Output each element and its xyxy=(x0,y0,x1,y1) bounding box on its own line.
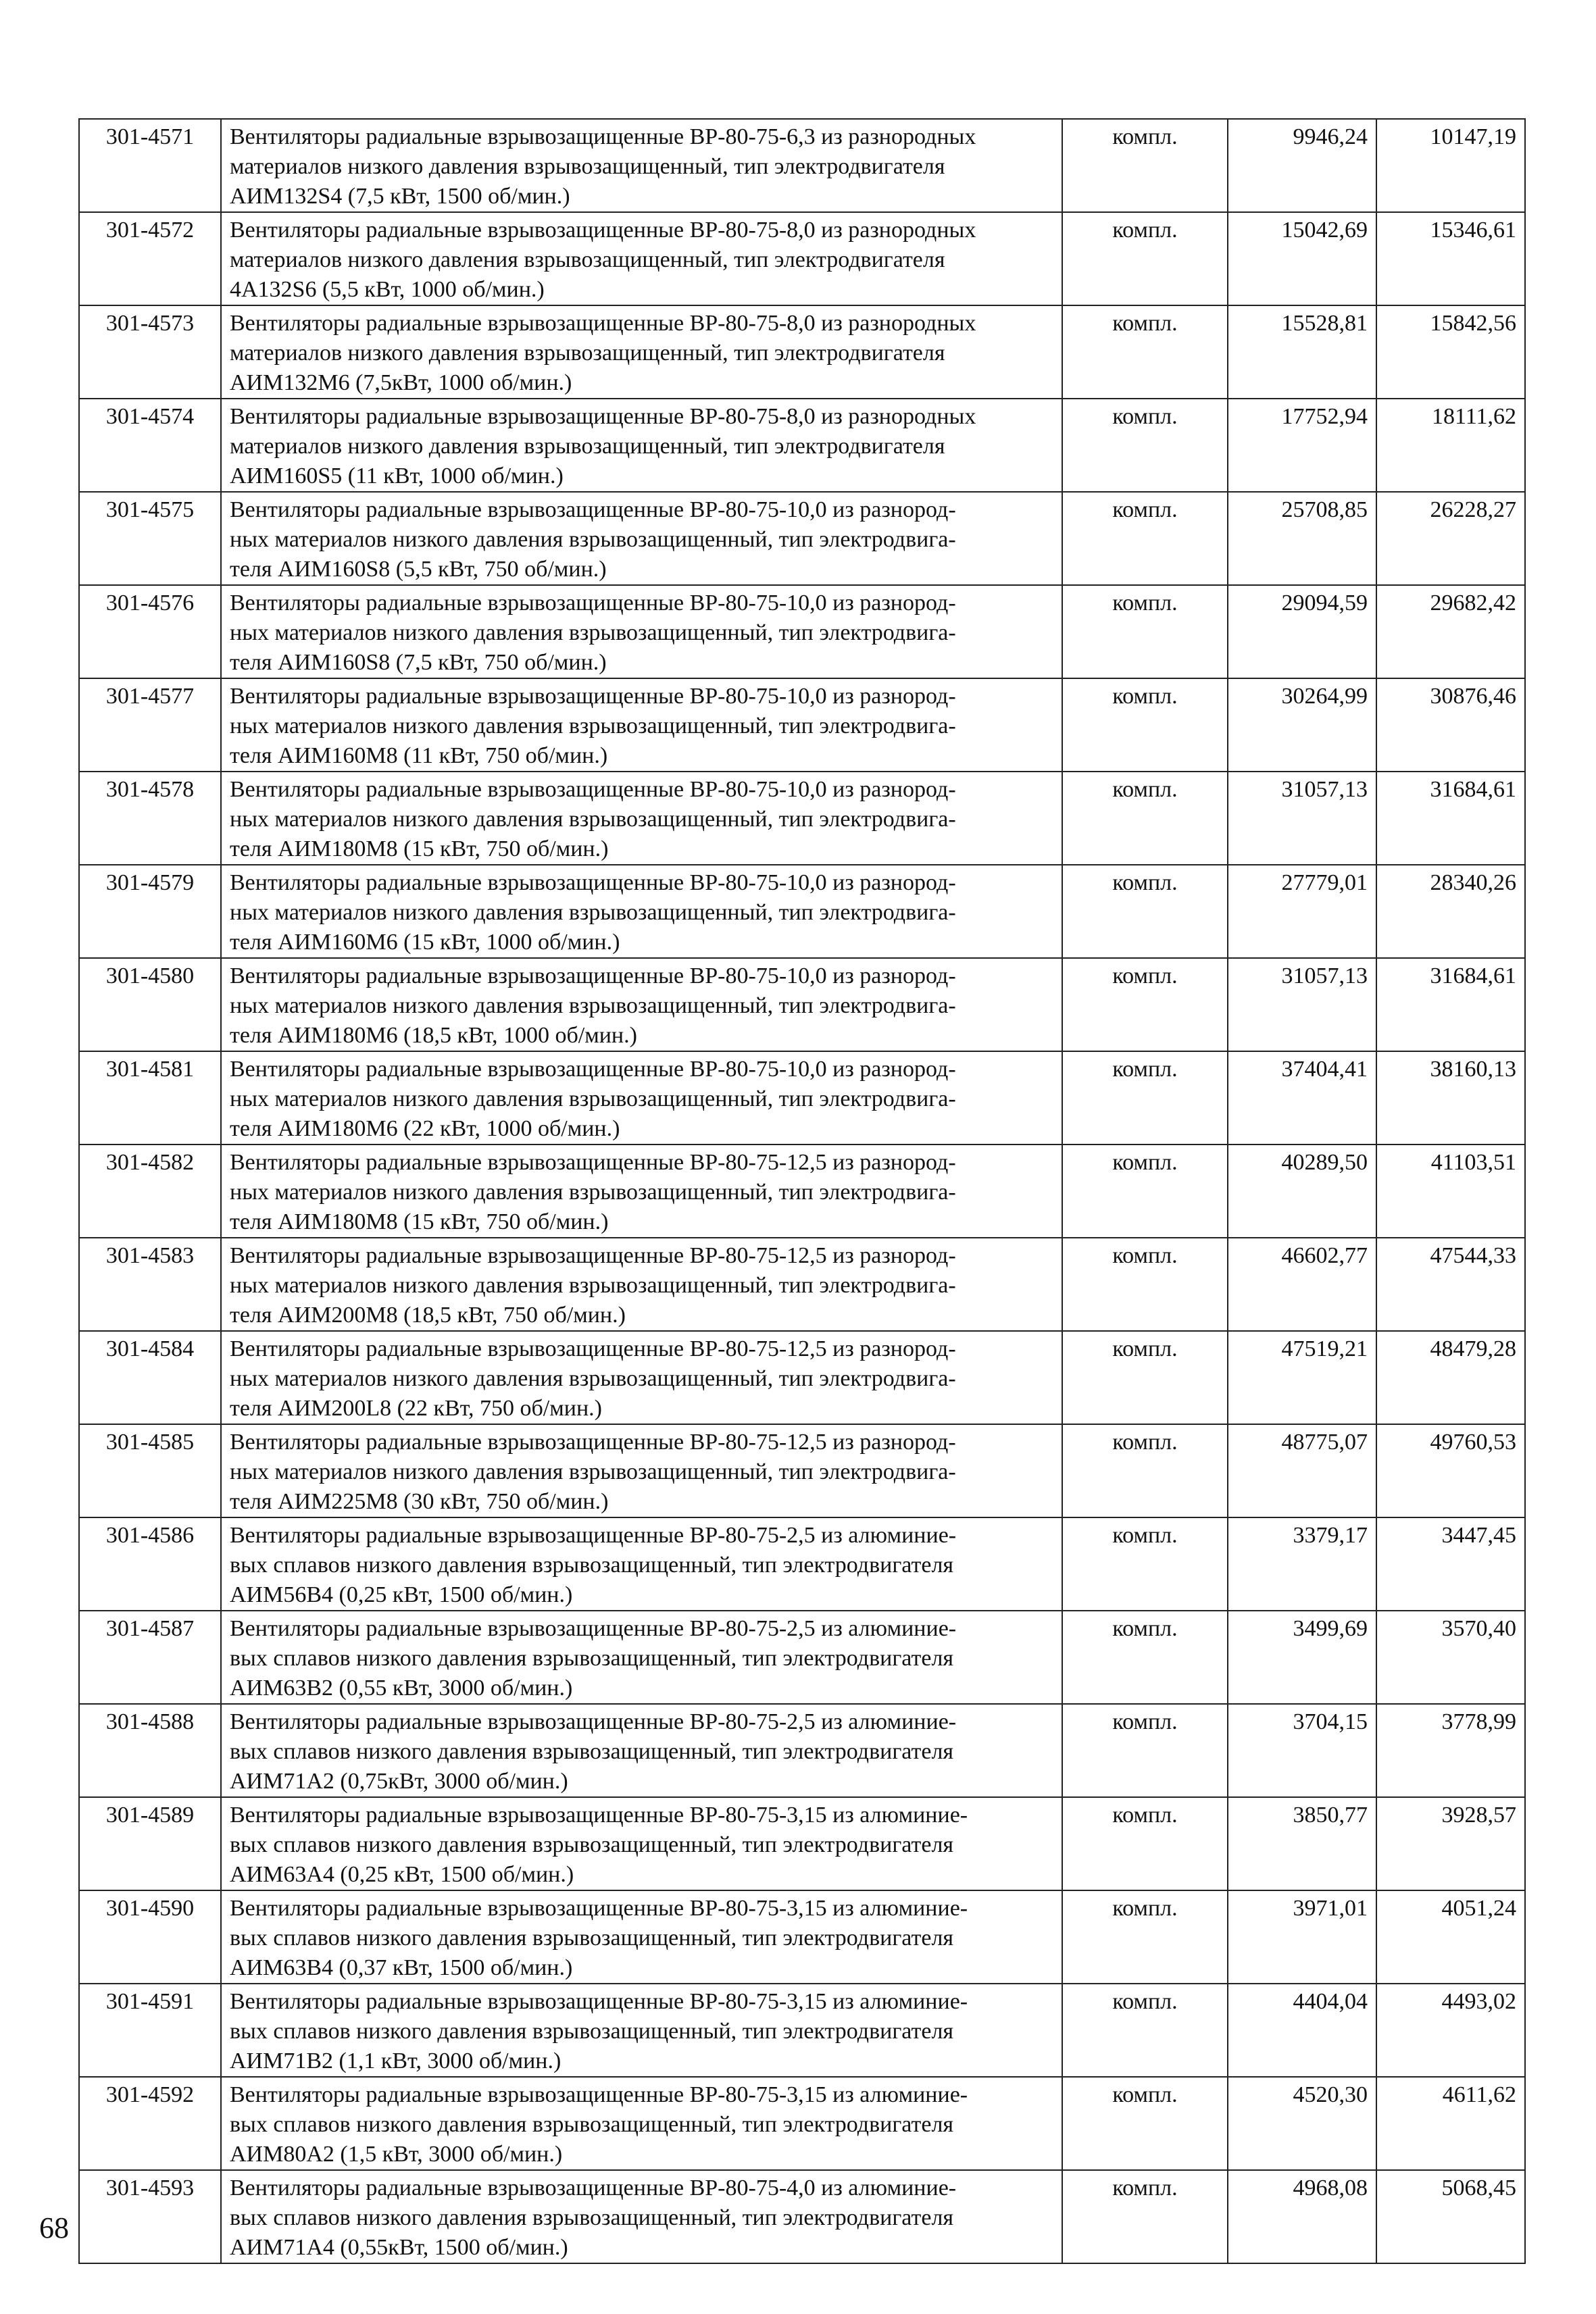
item-code-cell: 301-4575 xyxy=(79,492,221,585)
item-description-cell xyxy=(221,1424,1062,1517)
item-description-cell xyxy=(221,1051,1062,1145)
table-row xyxy=(79,1051,1525,1145)
price-cell-1: 25708,85 xyxy=(1228,492,1376,585)
description-line: теля АИМ180М6 (18,5 кВт, 1000 об/мин.) xyxy=(230,1023,637,1048)
item-description-cell xyxy=(221,772,1062,865)
table-row xyxy=(79,492,1525,585)
description-line: теля АИМ225М8 (30 кВт, 750 об/мин.) xyxy=(230,1489,609,1514)
unit-cell: компл. xyxy=(1062,2170,1228,2263)
table-row xyxy=(79,585,1525,678)
description-line: Вентиляторы радиальные взрывозащищенные ВР-80-75-2,5 из алюминие- xyxy=(230,1523,957,1548)
price-cell-1: 31057,13 xyxy=(1228,958,1376,1051)
description-line: Вентиляторы радиальные взрывозащищенные ВР-80-75-2,5 из алюминие- xyxy=(230,1709,957,1734)
description-line: вых сплавов низкого давления взрывозащищенный, тип электродвигателя xyxy=(230,2112,954,2137)
unit-cell: компл. xyxy=(1062,958,1228,1051)
description-line: ных материалов низкого давления взрывозащищенный, тип электродвига- xyxy=(230,993,956,1018)
description-line: Вентиляторы радиальные взрывозащищенные ВР-80-75-8,0 из разнородных xyxy=(230,218,976,243)
table-row xyxy=(79,1424,1525,1517)
price-cell-2: 15346,61 xyxy=(1376,212,1525,305)
description-line: материалов низкого давления взрывозащищенный, тип электродвигателя xyxy=(230,341,945,366)
item-code-cell: 301-4581 xyxy=(79,1051,221,1145)
description-line: вых сплавов низкого давления взрывозащищенный, тип электродвигателя xyxy=(230,1832,954,1857)
description-line: Вентиляторы радиальные взрывозащищенные ВР-80-75-3,15 из алюминие- xyxy=(230,1803,968,1828)
item-code-cell: 301-4583 xyxy=(79,1238,221,1331)
unit-cell: компл. xyxy=(1062,1424,1228,1517)
description-line: теля АИМ180М8 (15 кВт, 750 об/мин.) xyxy=(230,836,609,861)
item-code-cell: 301-4592 xyxy=(79,2077,221,2170)
price-cell-2: 15842,56 xyxy=(1376,305,1525,399)
description-line: Вентиляторы радиальные взрывозащищенные ВР-80-75-2,5 из алюминие- xyxy=(230,1616,957,1641)
description-line: ных материалов низкого давления взрывозащищенный, тип электродвига- xyxy=(230,713,956,738)
description-line: ных материалов низкого давления взрывозащищенный, тип электродвига- xyxy=(230,1273,956,1298)
item-code-cell: 301-4586 xyxy=(79,1517,221,1611)
table-row xyxy=(79,772,1525,865)
price-cell-2: 3778,99 xyxy=(1376,1704,1525,1797)
table-row xyxy=(79,1145,1525,1238)
price-cell-2: 26228,27 xyxy=(1376,492,1525,585)
item-code-cell: 301-4589 xyxy=(79,1797,221,1890)
price-cell-1: 3971,01 xyxy=(1228,1890,1376,1984)
item-description-cell xyxy=(221,1704,1062,1797)
description-line: ных материалов низкого давления взрывозащищенный, тип электродвига- xyxy=(230,1086,956,1111)
price-cell-2: 10147,19 xyxy=(1376,119,1525,212)
description-line: теля АИМ160S8 (5,5 кВт, 750 об/мин.) xyxy=(230,557,607,582)
price-cell-2: 49760,53 xyxy=(1376,1424,1525,1517)
price-cell-1: 47519,21 xyxy=(1228,1331,1376,1424)
table-row xyxy=(79,399,1525,492)
description-line: материалов низкого давления взрывозащищенный, тип электродвигателя xyxy=(230,154,945,179)
unit-cell: компл. xyxy=(1062,305,1228,399)
description-line: АИМ71А2 (0,75кВт, 3000 об/мин.) xyxy=(230,1769,568,1794)
description-line: ных материалов низкого давления взрывозащищенный, тип электродвига- xyxy=(230,1180,956,1205)
unit-cell: компл. xyxy=(1062,2077,1228,2170)
unit-cell: компл. xyxy=(1062,1611,1228,1704)
description-line: Вентиляторы радиальные взрывозащищенные ВР-80-75-3,15 из алюминие- xyxy=(230,1989,968,2014)
item-code-cell: 301-4591 xyxy=(79,1984,221,2077)
unit-cell: компл. xyxy=(1062,212,1228,305)
price-cell-1: 31057,13 xyxy=(1228,772,1376,865)
description-line: ных материалов низкого давления взрывозащищенный, тип электродвига- xyxy=(230,1366,956,1391)
item-code-cell: 301-4576 xyxy=(79,585,221,678)
price-cell-2: 48479,28 xyxy=(1376,1331,1525,1424)
item-code-cell: 301-4573 xyxy=(79,305,221,399)
unit-cell: компл. xyxy=(1062,1797,1228,1890)
description-line: вых сплавов низкого давления взрывозащищенный, тип электродвигателя xyxy=(230,2019,954,2044)
description-line: вых сплавов низкого давления взрывозащищенный, тип электродвигателя xyxy=(230,1553,954,1578)
price-cell-1: 3850,77 xyxy=(1228,1797,1376,1890)
unit-cell: компл. xyxy=(1062,1051,1228,1145)
price-cell-1: 15528,81 xyxy=(1228,305,1376,399)
price-cell-2: 41103,51 xyxy=(1376,1145,1525,1238)
item-description-cell xyxy=(221,305,1062,399)
item-code-cell: 301-4582 xyxy=(79,1145,221,1238)
description-line: АИМ160S5 (11 кВт, 1000 об/мин.) xyxy=(230,463,564,488)
unit-cell: компл. xyxy=(1062,399,1228,492)
table-row xyxy=(79,1331,1525,1424)
item-code-cell: 301-4584 xyxy=(79,1331,221,1424)
description-line: АИМ63В4 (0,37 кВт, 1500 об/мин.) xyxy=(230,1955,573,1980)
unit-cell: компл. xyxy=(1062,492,1228,585)
item-code-cell: 301-4593 xyxy=(79,2170,221,2263)
item-description-cell xyxy=(221,2077,1062,2170)
price-cell-2: 3928,57 xyxy=(1376,1797,1525,1890)
page-number: 68 xyxy=(39,2211,69,2244)
description-line: теля АИМ200М8 (18,5 кВт, 750 об/мин.) xyxy=(230,1303,626,1328)
description-line: ных материалов низкого давления взрывозащищенный, тип электродвига- xyxy=(230,900,956,925)
description-line: ных материалов низкого давления взрывозащищенный, тип электродвига- xyxy=(230,807,956,832)
description-line: Вентиляторы радиальные взрывозащищенные ВР-80-75-10,0 из разнород- xyxy=(230,684,956,709)
description-line: АИМ132М6 (7,5кВт, 1000 об/мин.) xyxy=(230,370,572,395)
unit-cell: компл. xyxy=(1062,1984,1228,2077)
description-line: АИМ63В2 (0,55 кВт, 3000 об/мин.) xyxy=(230,1676,573,1701)
unit-cell: компл. xyxy=(1062,1145,1228,1238)
description-line: теля АИМ160М8 (11 кВт, 750 об/мин.) xyxy=(230,743,608,768)
price-cell-2: 28340,26 xyxy=(1376,865,1525,958)
price-cell-2: 29682,42 xyxy=(1376,585,1525,678)
table-row xyxy=(79,1238,1525,1331)
unit-cell: компл. xyxy=(1062,865,1228,958)
price-cell-1: 46602,77 xyxy=(1228,1238,1376,1331)
description-line: вых сплавов низкого давления взрывозащищенный, тип электродвигателя xyxy=(230,2205,954,2230)
description-line: Вентиляторы радиальные взрывозащищенные ВР-80-75-10,0 из разнород- xyxy=(230,590,956,615)
unit-cell: компл. xyxy=(1062,678,1228,772)
description-line: Вентиляторы радиальные взрывозащищенные ВР-80-75-3,15 из алюминие- xyxy=(230,2082,968,2107)
description-line: ных материалов низкого давления взрывозащищенный, тип электродвига- xyxy=(230,620,956,645)
table-row xyxy=(79,1611,1525,1704)
table-row xyxy=(79,1797,1525,1890)
unit-cell: компл. xyxy=(1062,772,1228,865)
item-code-cell: 301-4572 xyxy=(79,212,221,305)
item-description-cell xyxy=(221,1797,1062,1890)
item-description-cell xyxy=(221,492,1062,585)
description-line: Вентиляторы радиальные взрывозащищенные ВР-80-75-8,0 из разнородных xyxy=(230,404,976,429)
description-line: вых сплавов низкого давления взрывозащищенный, тип электродвигателя xyxy=(230,1646,954,1671)
description-line: 4А132S6 (5,5 кВт, 1000 об/мин.) xyxy=(230,277,545,302)
table-body xyxy=(79,119,1525,2263)
description-line: ных материалов низкого давления взрывозащищенный, тип электродвига- xyxy=(230,527,956,552)
table-row xyxy=(79,2077,1525,2170)
description-line: Вентиляторы радиальные взрывозащищенные ВР-80-75-10,0 из разнород- xyxy=(230,777,956,802)
description-line: Вентиляторы радиальные взрывозащищенные ВР-80-75-12,5 из разнород- xyxy=(230,1336,956,1361)
price-cell-2: 18111,62 xyxy=(1376,399,1525,492)
item-code-cell: 301-4590 xyxy=(79,1890,221,1984)
price-cell-1: 3379,17 xyxy=(1228,1517,1376,1611)
description-line: Вентиляторы радиальные взрывозащищенные ВР-80-75-12,5 из разнород- xyxy=(230,1430,956,1455)
unit-cell: компл. xyxy=(1062,1517,1228,1611)
unit-cell: компл. xyxy=(1062,1238,1228,1331)
price-cell-1: 37404,41 xyxy=(1228,1051,1376,1145)
description-line: Вентиляторы радиальные взрывозащищенные ВР-80-75-12,5 из разнород- xyxy=(230,1243,956,1268)
item-code-cell: 301-4580 xyxy=(79,958,221,1051)
unit-cell: компл. xyxy=(1062,1890,1228,1984)
item-description-cell xyxy=(221,1238,1062,1331)
price-cell-2: 5068,45 xyxy=(1376,2170,1525,2263)
description-line: Вентиляторы радиальные взрывозащищенные ВР-80-75-6,3 из разнородных xyxy=(230,124,976,149)
description-line: АИМ132S4 (7,5 кВт, 1500 об/мин.) xyxy=(230,184,570,209)
table-row xyxy=(79,865,1525,958)
item-description-cell xyxy=(221,1331,1062,1424)
description-line: АИМ63А4 (0,25 кВт, 1500 об/мин.) xyxy=(230,1862,574,1887)
price-cell-1: 17752,94 xyxy=(1228,399,1376,492)
item-description-cell xyxy=(221,1611,1062,1704)
price-cell-2: 4051,24 xyxy=(1376,1890,1525,1984)
price-cell-2: 47544,33 xyxy=(1376,1238,1525,1331)
item-description-cell xyxy=(221,399,1062,492)
price-cell-2: 38160,13 xyxy=(1376,1051,1525,1145)
item-code-cell: 301-4574 xyxy=(79,399,221,492)
table-row xyxy=(79,1890,1525,1984)
description-line: Вентиляторы радиальные взрывозащищенные ВР-80-75-10,0 из разнород- xyxy=(230,1057,956,1082)
description-line: материалов низкого давления взрывозащищенный, тип электродвигателя xyxy=(230,247,945,272)
table-row xyxy=(79,212,1525,305)
table-row xyxy=(79,1704,1525,1797)
item-description-cell xyxy=(221,1517,1062,1611)
description-line: Вентиляторы радиальные взрывозащищенные ВР-80-75-3,15 из алюминие- xyxy=(230,1896,968,1921)
price-table xyxy=(78,118,1526,2264)
price-cell-1: 40289,50 xyxy=(1228,1145,1376,1238)
price-cell-1: 30264,99 xyxy=(1228,678,1376,772)
description-line: теля АИМ160S8 (7,5 кВт, 750 об/мин.) xyxy=(230,650,607,675)
price-cell-1: 48775,07 xyxy=(1228,1424,1376,1517)
description-line: АИМ71В2 (1,1 кВт, 3000 об/мин.) xyxy=(230,2048,562,2073)
item-description-cell xyxy=(221,585,1062,678)
description-line: теля АИМ180М6 (22 кВт, 1000 об/мин.) xyxy=(230,1116,620,1141)
description-line: Вентиляторы радиальные взрывозащищенные ВР-80-75-8,0 из разнородных xyxy=(230,311,976,336)
price-cell-1: 9946,24 xyxy=(1228,119,1376,212)
price-cell-2: 30876,46 xyxy=(1376,678,1525,772)
description-line: вых сплавов низкого давления взрывозащищенный, тип электродвигателя xyxy=(230,1926,954,1951)
item-code-cell: 301-4577 xyxy=(79,678,221,772)
unit-cell: компл. xyxy=(1062,119,1228,212)
description-line: Вентиляторы радиальные взрывозащищенные ВР-80-75-10,0 из разнород- xyxy=(230,963,956,988)
price-cell-2: 31684,61 xyxy=(1376,772,1525,865)
description-line: теля АИМ180М8 (15 кВт, 750 об/мин.) xyxy=(230,1209,609,1234)
item-description-cell xyxy=(221,865,1062,958)
description-line: Вентиляторы радиальные взрывозащищенные ВР-80-75-10,0 из разнород- xyxy=(230,870,956,895)
table-row xyxy=(79,678,1525,772)
table-row xyxy=(79,1517,1525,1611)
item-code-cell: 301-4585 xyxy=(79,1424,221,1517)
description-line: Вентиляторы радиальные взрывозащищенные ВР-80-75-12,5 из разнород- xyxy=(230,1150,956,1175)
description-line: АИМ80А2 (1,5 кВт, 3000 об/мин.) xyxy=(230,2142,563,2167)
price-cell-1: 15042,69 xyxy=(1228,212,1376,305)
item-description-cell xyxy=(221,1890,1062,1984)
unit-cell: компл. xyxy=(1062,585,1228,678)
description-line: АИМ56В4 (0,25 кВт, 1500 об/мин.) xyxy=(230,1582,573,1607)
unit-cell: компл. xyxy=(1062,1704,1228,1797)
price-cell-1: 27779,01 xyxy=(1228,865,1376,958)
price-cell-1: 4520,30 xyxy=(1228,2077,1376,2170)
price-cell-2: 3570,40 xyxy=(1376,1611,1525,1704)
price-cell-1: 3499,69 xyxy=(1228,1611,1376,1704)
item-code-cell: 301-4587 xyxy=(79,1611,221,1704)
description-line: теля АИМ200L8 (22 кВт, 750 об/мин.) xyxy=(230,1396,602,1421)
item-description-cell xyxy=(221,678,1062,772)
item-description-cell xyxy=(221,958,1062,1051)
price-cell-1: 4968,08 xyxy=(1228,2170,1376,2263)
description-line: ных материалов низкого давления взрывозащищенный, тип электродвига- xyxy=(230,1459,956,1484)
item-description-cell xyxy=(221,212,1062,305)
unit-cell: компл. xyxy=(1062,1331,1228,1424)
description-line: вых сплавов низкого давления взрывозащищенный, тип электродвигателя xyxy=(230,1739,954,1764)
price-cell-2: 4611,62 xyxy=(1376,2077,1525,2170)
item-code-cell: 301-4588 xyxy=(79,1704,221,1797)
item-code-cell: 301-4578 xyxy=(79,772,221,865)
description-line: Вентиляторы радиальные взрывозащищенные ВР-80-75-10,0 из разнород- xyxy=(230,497,956,522)
price-cell-2: 31684,61 xyxy=(1376,958,1525,1051)
table-row xyxy=(79,305,1525,399)
price-cell-2: 3447,45 xyxy=(1376,1517,1525,1611)
table-row xyxy=(79,958,1525,1051)
item-code-cell: 301-4579 xyxy=(79,865,221,958)
item-description-cell xyxy=(221,1984,1062,2077)
item-description-cell xyxy=(221,2170,1062,2263)
description-line: Вентиляторы радиальные взрывозащищенные ВР-80-75-4,0 из алюминие- xyxy=(230,2175,957,2200)
table-row xyxy=(79,119,1525,212)
item-description-cell xyxy=(221,119,1062,212)
table-row xyxy=(79,2170,1525,2263)
table-row xyxy=(79,1984,1525,2077)
item-description-cell xyxy=(221,1145,1062,1238)
item-code-cell: 301-4571 xyxy=(79,119,221,212)
price-cell-1: 4404,04 xyxy=(1228,1984,1376,2077)
description-line: теля АИМ160М6 (15 кВт, 1000 об/мин.) xyxy=(230,930,620,955)
description-line: материалов низкого давления взрывозащищенный, тип электродвигателя xyxy=(230,434,945,459)
price-cell-1: 3704,15 xyxy=(1228,1704,1376,1797)
price-cell-1: 29094,59 xyxy=(1228,585,1376,678)
price-cell-2: 4493,02 xyxy=(1376,1984,1525,2077)
description-line: АИМ71А4 (0,55кВт, 1500 об/мин.) xyxy=(230,2235,568,2260)
